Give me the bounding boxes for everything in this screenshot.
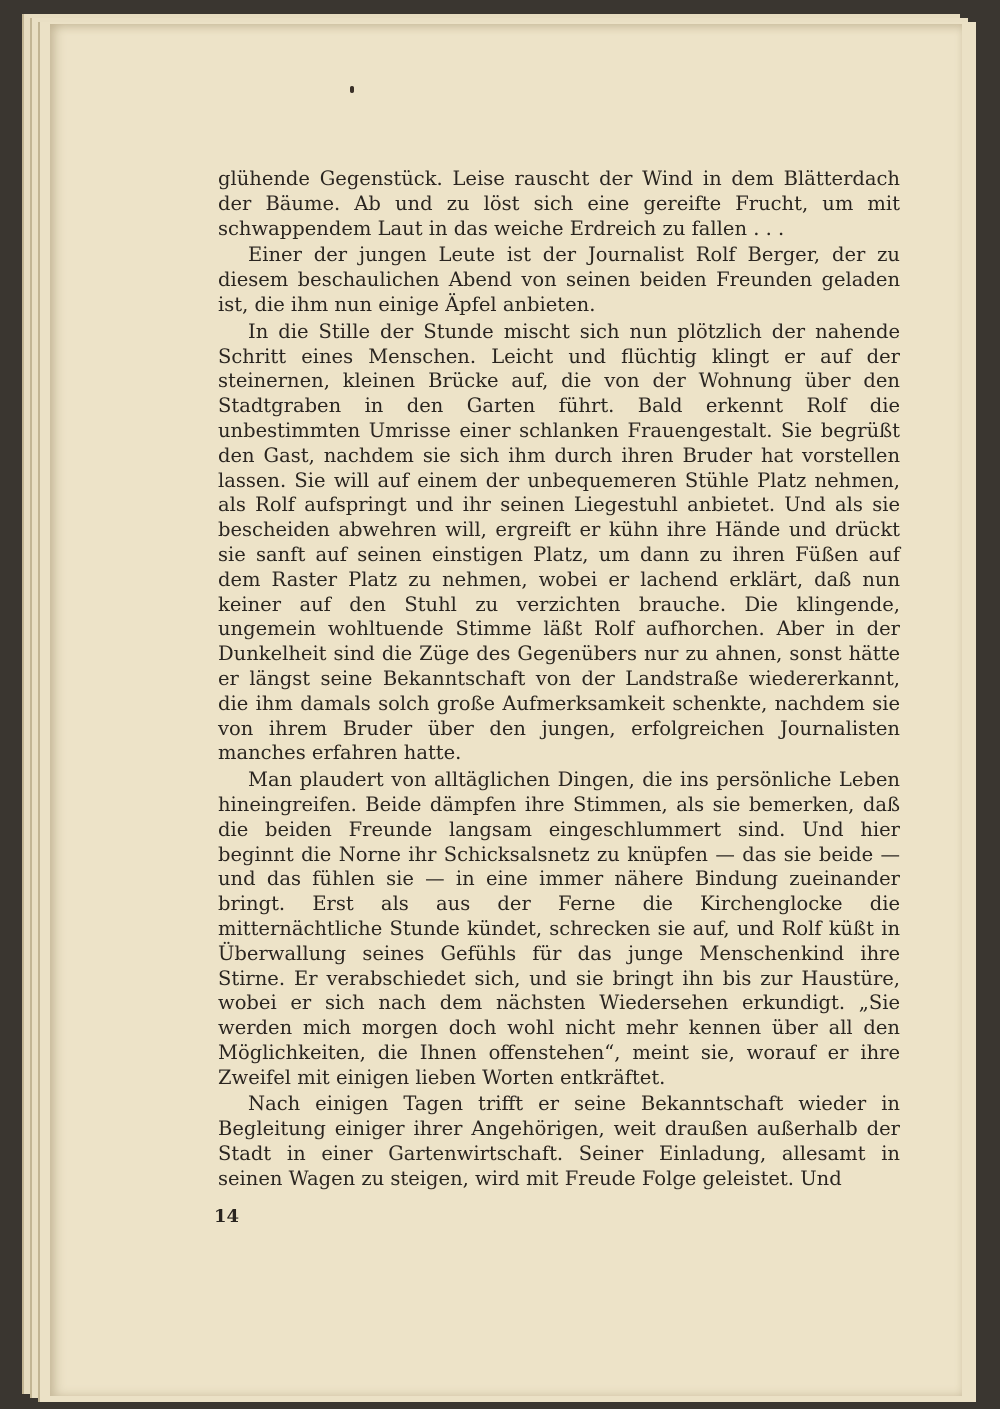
page-number: 14 [214, 1206, 240, 1227]
paragraph-4: Man plaudert von alltäglichen Dingen, die ins persönliche Leben hineingreifen. Beide dämpfen ihre Stimmen, als sie bemerken, daß die beiden Freunde langsam eingeschlummert sind. Und hier beginnt die Norne ihr Schicksalsnetz zu knüpfen — das sie beide — und das fühlen sie — in eine immer nähere Bindung zueinander bringt. Erst als aus der Ferne die Kirchenglocke die mitternächtliche Stunde kündet, schrecken sie auf, und Rolf küßt in Überwallung seines Gefühls für das junge Menschenkind ihre Stirne. Er verabschiedet sich, und sie bringt ihn bis zur Haustüre, wobei er sich nach dem nächsten Wiedersehen erkundigt. „Sie werden mich morgen doch wohl nicht mehr kennen über all den Möglichkeiten, die Ihnen offenstehen“, meint sie, worauf er ihre Zweifel mit einigen lieben Worten entkräftet. [218, 768, 900, 1089]
paragraph-1: glühende Gegenstück. Leise rauscht der Wind in dem Blätterdach der Bäume. Ab und zu löst sich eine gereifte Frucht, um mit schwappendem Laut in das weiche Erdreich zu fallen . . . [218, 167, 900, 240]
ink-speck [350, 86, 354, 93]
paragraph-5: Nach einigen Tagen trifft er seine Bekanntschaft wieder in Begleitung einiger ihrer Angehörigen, weit draußen außerhalb der Stadt in einer Gartenwirtschaft. Seiner Einladung, allesamt in seinen Wagen zu steigen, wird mit Freude Folge geleistet. Und [218, 1092, 900, 1190]
paragraph-3: In die Stille der Stunde mischt sich nun plötzlich der nahende Schritt eines Menschen. Leicht und flüchtig klingt er auf der steinernen, kleinen Brücke auf, die von der Wohnung über den Stadtgraben in den Garten führt. Bald erkennt Rolf die unbestimmten Umrisse einer schlanken Frauengestalt. Sie begrüßt den Gast, nachdem sie sich ihm durch ihren Bruder hat vorstellen lassen. Sie will auf einem der unbequemeren Stühle Platz nehmen, als Rolf aufspringt und ihr seinen Liegestuhl anbietet. Und als sie bescheiden abwehren will, ergreift er kühn ihre Hände und drückt sie sanft auf seinen einstigen Platz, um dann zu ihren Füßen auf dem Raster Platz zu nehmen, wobei er lachend erklärt, daß nun keiner auf den Stuhl zu verzichten brauche. Die klingende, ungemein wohltuende Stimme läßt Rolf aufhorchen. Aber in der Dunkelheit sind die Züge des Gegenübers nur zu ahnen, sonst hätte er längst seine Bekanntschaft von der Landstraße wiedererkannt, die ihm damals solch große Aufmerksamkeit schenkte, nachdem sie von ihrem Bruder über den jungen, erfolgreichen Journalisten manches erfahren hatte. [218, 319, 900, 765]
paragraph-2: Einer der jungen Leute ist der Journalist Rolf Berger, der zu diesem beschaulichen Abend von seinen beiden Freunden geladen ist, die ihm nun einige Äpfel anbieten. [218, 243, 900, 316]
body-text [218, 167, 900, 1194]
